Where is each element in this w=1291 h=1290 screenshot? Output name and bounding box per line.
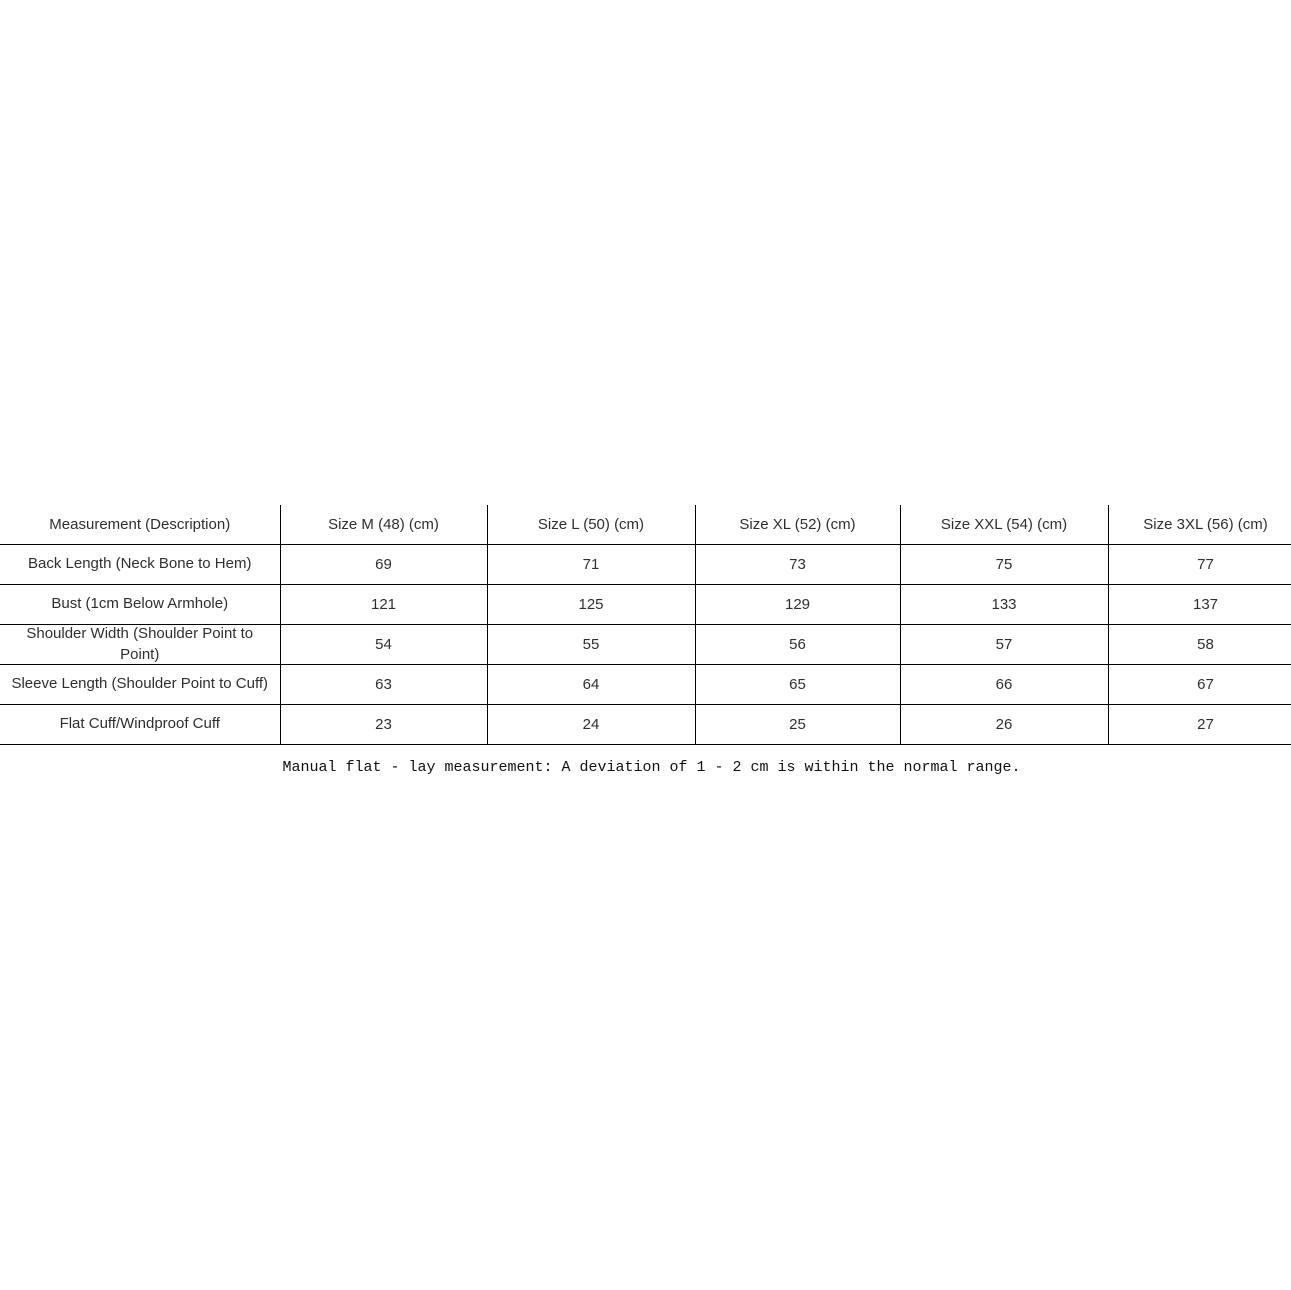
row-label — [0, 585, 280, 625]
cell-value: 71 — [487, 545, 695, 585]
column-header-size-xl: Size XL (52) (cm) — [695, 505, 900, 545]
cell-value: 25 — [695, 705, 900, 745]
cell-value: 65 — [695, 665, 900, 705]
row-label-text: Shoulder Width (Shoulder Point to Point) — [26, 625, 254, 663]
cell-value: 55 — [487, 625, 695, 665]
cell-value: 24 — [487, 705, 695, 745]
cell-value: 75 — [900, 545, 1108, 585]
cell-value: 137 — [1108, 585, 1291, 625]
row-label — [0, 625, 280, 665]
cell-value: 73 — [695, 545, 900, 585]
cell-value: 125 — [487, 585, 695, 625]
column-header-measurement: Measurement (Description) — [0, 505, 280, 545]
column-header-size-l: Size L (50) (cm) — [487, 505, 695, 545]
cell-value: 133 — [900, 585, 1108, 625]
cell-value: 56 — [695, 625, 900, 665]
row-label-text: Bust (1cm Below Armhole) — [51, 595, 229, 613]
column-header-size-xxl: Size XXL (54) (cm) — [900, 505, 1108, 545]
cell-value: 129 — [695, 585, 900, 625]
cell-value: 69 — [280, 545, 487, 585]
cell-value: 26 — [900, 705, 1108, 745]
cell-value: 64 — [487, 665, 695, 705]
cell-value: 121 — [280, 585, 487, 625]
cell-value: 67 — [1108, 665, 1291, 705]
row-label-text: Flat Cuff/Windproof Cuff — [59, 715, 220, 733]
table-row-sleeve-length — [0, 665, 1291, 705]
cell-value: 57 — [900, 625, 1108, 665]
table-row-back-length — [0, 545, 1291, 585]
table-row-bust — [0, 585, 1291, 625]
table-row-shoulder-width — [0, 625, 1291, 665]
cell-value: 66 — [900, 665, 1108, 705]
measurement-deviation-note: Manual flat - lay measurement: A deviation of 1 - 2 cm is within the normal range. — [282, 759, 1021, 776]
column-header-size-3xl: Size 3XL (56) (cm) — [1108, 505, 1291, 545]
row-label-text: Sleeve Length (Shoulder Point to Cuff) — [11, 675, 269, 693]
cell-value: 54 — [280, 625, 487, 665]
row-label — [0, 545, 280, 585]
table-row-flat-cuff — [0, 705, 1291, 745]
size-chart-table — [0, 505, 1291, 745]
row-label-text: Back Length (Neck Bone to Hem) — [28, 555, 252, 573]
cell-value: 77 — [1108, 545, 1291, 585]
row-label — [0, 665, 280, 705]
cell-value: 27 — [1108, 705, 1291, 745]
cell-value: 58 — [1108, 625, 1291, 665]
column-header-size-m: Size M (48) (cm) — [280, 505, 487, 545]
size-chart-container — [0, 505, 1291, 745]
row-label — [0, 705, 280, 745]
cell-value: 23 — [280, 705, 487, 745]
header-row — [0, 505, 1291, 545]
cell-value: 63 — [280, 665, 487, 705]
